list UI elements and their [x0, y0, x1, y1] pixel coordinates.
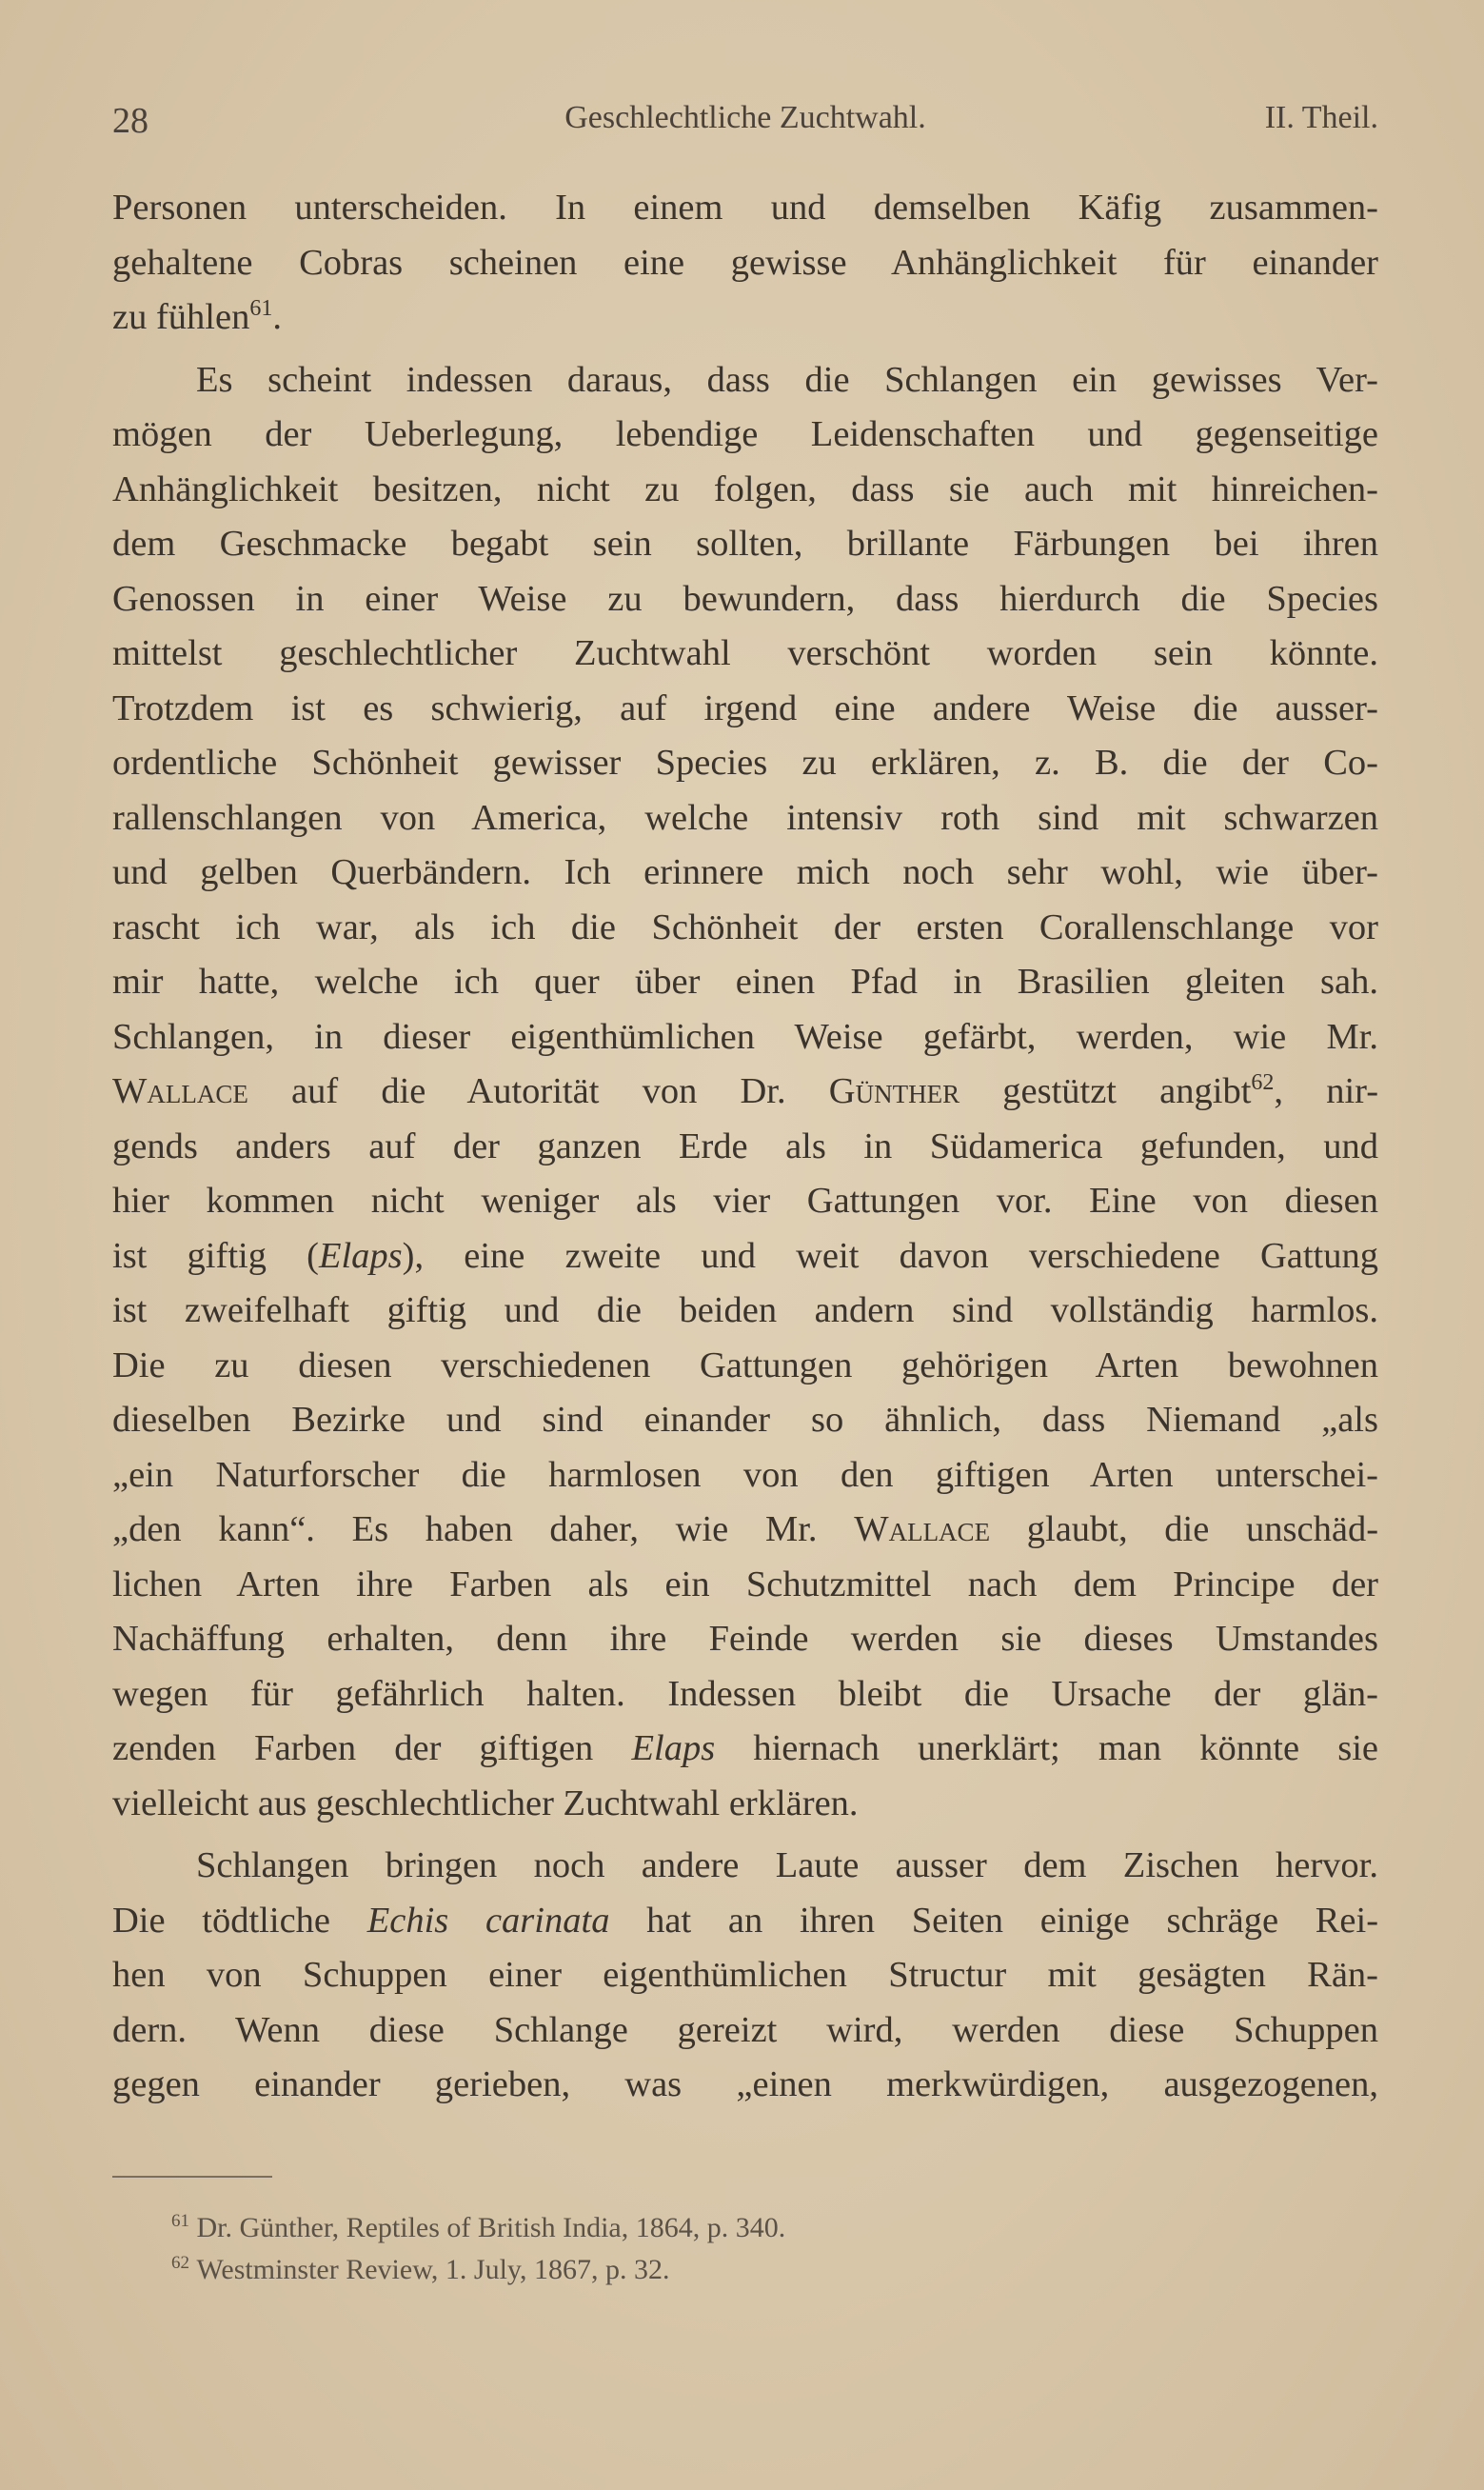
footnote-divider	[112, 2176, 272, 2178]
text-line: Schlangen, in dieser eigenthümlichen Weise gefärbt, werden, wie Mr.	[112, 1016, 1378, 1057]
text-line: rascht ich war, als ich die Schönheit der ersten Corallenschlange vor	[112, 906, 1378, 947]
text-line: mir hatte, welche ich quer über einen Pfad in Brasilien gleiten sah.	[112, 962, 1378, 1002]
page-header	[112, 100, 1378, 148]
footnote-text: Dr. Günther, Reptiles of British India, 1864, p. 340.	[196, 2212, 786, 2243]
text-line: dieselben Bezirke und sind einander so ähnlich, dass Niemand „als	[112, 1400, 1378, 1440]
text-line: Schlangen bringen noch andere Laute ausser dem Zischen hervor.	[196, 1845, 1378, 1885]
running-title: Geschlechtliche Zuchtwahl.	[564, 100, 926, 135]
text-line: ist giftig (Elaps), eine zweite und weit davon verschiedene Gattung	[112, 1235, 1378, 1276]
text-line: zu fühlen$^{61}$.	[112, 296, 282, 337]
text-line: rallenschlangen von America, welche intensiv roth sind mit schwarzen	[112, 797, 1378, 838]
footnote-text: Westminster Review, 1. July, 1867, p. 32.	[196, 2254, 670, 2285]
text-line: hen von Schuppen einer eigenthümlichen Structur mit gesägten Rän-	[112, 1955, 1378, 1995]
text-line: „den kann“. Es haben daher, wie Mr. Wallace glaubt, die unschäd-	[112, 1509, 1379, 1549]
footnote-ref: 61	[249, 296, 273, 322]
footnote-mark: 61	[171, 2211, 189, 2231]
genus-name: Elaps	[631, 1728, 716, 1768]
footnote	[171, 2207, 1218, 2249]
text-line: Anhänglichkeit besitzen, nicht zu folgen, dass sie auch mit hinreichen-	[112, 468, 1378, 509]
text-line: dem Geschmacke begabt sein sollten, brillante Färbungen bei ihren	[112, 524, 1378, 564]
text-line: Nachäffung erhalten, denn ihre Feinde werden sie dieses Umstandes	[112, 1619, 1378, 1659]
author-name: Wallace	[854, 1509, 991, 1549]
text-line: Personen unterscheiden. In einem und demselben Käfig zusammen-	[112, 188, 1378, 228]
text-line: wegen für gefährlich halten. Indessen bleibt die Ursache der glän-	[112, 1673, 1378, 1714]
text-line: ordentliche Schönheit gewisser Species zu erklären, z. B. die der Co-	[112, 743, 1378, 783]
text-line: Die zu diesen verschiedenen Gattungen gehörigen Arten bewohnen	[112, 1345, 1378, 1385]
text-line: mittelst geschlechtlicher Zuchtwahl verschönt worden sein könnte.	[112, 633, 1378, 673]
text-line: gehaltene Cobras scheinen eine gewisse Anhänglichkeit für einander	[112, 242, 1378, 283]
author-name: Günther	[828, 1071, 960, 1111]
text-line: ist zweifelhaft giftig und die beiden andern sind vollständig harmlos.	[112, 1290, 1378, 1330]
genus-name: Elaps	[318, 1235, 403, 1276]
text-line: „ein Naturforscher die harmlosen von den giftigen Arten unterschei-	[112, 1454, 1378, 1495]
author-name: Wallace	[112, 1071, 248, 1111]
text-line: Die tödtliche Echis carinata hat an ihren Seiten einige schräge Rei-	[112, 1900, 1379, 1941]
text-line: zenden Farben der giftigen Elaps hiernach unerklärt; man könnte sie	[112, 1728, 1379, 1768]
text-line: Wallace auf die Autorität von Dr. Günther gestützt angibt$^{62}$, nir-	[112, 1070, 1379, 1111]
text-line: dern. Wenn diese Schlange gereizt wird, werden diese Schuppen	[112, 2009, 1378, 2050]
text-line: mögen der Ueberlegung, lebendige Leidenschaften und gegenseitige	[112, 414, 1378, 454]
body-text	[112, 181, 1378, 2113]
text-line: und gelben Querbändern. Ich erinnere mich noch sehr wohl, wie über-	[112, 852, 1378, 892]
footnote-mark: 62	[171, 2253, 189, 2273]
text-line: vielleicht aus geschlechtlicher Zuchtwahl erklären.	[112, 1783, 859, 1823]
footnote-ref: 62	[1251, 1070, 1275, 1096]
text-line: Es scheint indessen daraus, dass die Schlangen ein gewisses Ver-	[196, 359, 1378, 400]
footnotes	[171, 2207, 1218, 2291]
text-line: gends anders auf der ganzen Erde als in Südamerica gefunden, und	[112, 1125, 1378, 1166]
footnote	[171, 2249, 1218, 2291]
text-line: hier kommen nicht weniger als vier Gattungen vor. Eine von diesen	[112, 1181, 1378, 1221]
part-label: II. Theil.	[1264, 100, 1378, 135]
page-number: 28	[112, 101, 148, 141]
text-line: Trotzdem ist es schwierig, auf irgend eine andere Weise die ausser-	[112, 687, 1378, 728]
species-name: Echis carinata	[366, 1900, 610, 1941]
text-line: Genossen in einer Weise zu bewundern, dass hierdurch die Species	[112, 578, 1378, 619]
text-line: lichen Arten ihre Farben als ein Schutzmittel nach dem Principe der	[112, 1564, 1378, 1604]
text-line: gegen einander gerieben, was „einen merkwürdigen, ausgezogenen,	[112, 2064, 1378, 2104]
